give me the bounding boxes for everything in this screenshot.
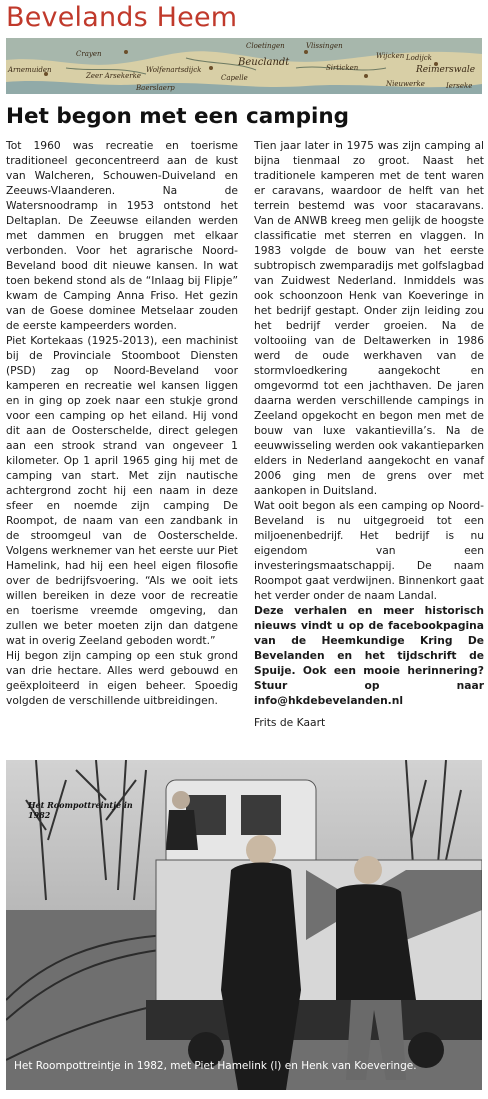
map-label: Vlissingen — [306, 42, 343, 50]
contact-notice: Deze verhalen en meer historisch nieuws vindt u op de facebookpagina van de Heemkundige Kring De Bevelanden en het tijdschrift de Spuije. Ook een mooie herinnering? Stuur op naar info@hkdebevelanden.nl — [254, 604, 484, 707]
map-label: Nieuwerke — [386, 80, 425, 88]
map-label: Wijcken — [376, 52, 405, 60]
masthead-title: Bevelands Heem — [6, 2, 238, 33]
paragraph: Hij begon zijn camping op een stuk grond van drie hectare. Alles werd gebouwd en geëxploiteerd in eigen beheer. Spoedig volgden de verschillende uitbreidingen. — [6, 649, 238, 707]
historic-photo — [6, 760, 482, 1090]
paragraph: Tien jaar later in 1975 was zijn camping al bijna tienmaal zo groot. Naast het traditionele kamperen met de tent waren er caravans, waardoor de helft van het terrein bestemd was voor stacaravans. Van de ANWB kreeg men gelijk de hoogste classificatie met sterren en vlaggen. In 1983 volgde de bouw van het eerste subtropisch zwemparadijs met golfslagbad van Zuidwest Nederland. Inmiddels was ook schoonzoon Henk van Koeveringe in het bedrijf gestapt. Onder zijn leiding zou het bedrijf verder groeien. Na de voltooiing van de Deltawerken in 1986 werd de oude werkhaven van de stormvloedkering aangekocht en omgevormd tot een jachthaven. De jaren daarna werden verschillende campings in Zeeland opgekocht en begon men met de bouw van luxe vakantievilla’s. Na de eeuwwisseling werden ook vakantieparken elders in Nederland aangekocht en vanaf 2006 ging men de grens over met aankopen in Duitsland. — [254, 139, 484, 497]
paragraph: Piet Kortekaas (1925-2013), een machinist bij de Provinciale Stoomboot Diensten (PSD) zag op Noord-Beveland voor kamperen en recreatie wel kansen liggen en in ging op zoek naar een stukje grond voor een camping op het eiland. Hij vond dit aan de Oosterschelde, direct gelegen aan een strook strand van ongeveer 1 kilometer. Op 1 april 1965 ging hij met de camping van start. Met zijn nautische achtergrond zocht hij een naam in deze sfeer en noemde zijn camping De Roompot, de naam van een zandbank in de stroomgeul van de Oosterschelde. Volgens werknemer van het eerste uur Piet Hamelink, had hij een heel eigen filosofie over de bedrijfsvoering. “Als we ooit iets willen bereiken in deze voor de recreatie en toerisme vreemde omgeving, dan zullen we beter moeten zijn dan datgene wat in overig Zeeland geboden wordt.” — [6, 334, 238, 647]
map-label: Arnemuiden — [8, 66, 52, 74]
photo-inset-text: Het Roompottreintje in 1982 — [28, 800, 133, 820]
map-label: Ierseke — [446, 82, 473, 90]
map-label: Capelle — [221, 74, 248, 82]
masthead — [0, 0, 488, 38]
map-label: Reimerswale — [416, 65, 476, 75]
map-label: Wolfenartsdijck — [146, 66, 202, 74]
map-label: Beuclandt — [238, 57, 290, 68]
right-column — [254, 138, 484, 730]
author-byline: Frits de Kaart — [254, 716, 326, 729]
paragraph: Wat ooit begon als een camping op Noord-Beveland is nu uitgegroeid tot een miljoenenbedrijf. Het bedrijf is nu eigendom van een investeringsmaatschappij. De naam Roompot gaat verdwijnen. Binnenkort gaat het verder onder de naam Landal. — [254, 499, 484, 602]
map-label: Crayen — [76, 50, 102, 58]
photo-caption: Het Roompottreintje in 1982, met Piet Hamelink (l) en Henk van Koeveringe. — [14, 1060, 417, 1072]
map-label: Cloetingen — [246, 42, 285, 50]
map-label: Baerslaerp — [136, 84, 175, 92]
map-label: Zeer Arsekerke — [86, 72, 141, 80]
article-headline: Het begon met een camping — [6, 104, 350, 129]
map-label: Sirticken — [326, 64, 359, 72]
old-map-illustration — [6, 38, 482, 94]
paragraph: Tot 1960 was recreatie en toerisme traditioneel geconcentreerd aan de kust van Walcheren, Schouwen-Duiveland en Zeeuws-Vlaanderen. Na de Watersnoodramp in 1953 ontstond het Deltaplan. De Zeeuwse eilanden werden met dammen en bruggen met elkaar verbonden. Voor het agrarische Noord-Beveland bood dit nieuwe kansen. In wat toen bekend stond als de “Inlaag bij Flipje” kwam de Camping Anna Friso. Het gezin van de Goese dominee Metselaar zouden de eerste kampeerders worden. — [6, 139, 238, 332]
left-column — [6, 138, 238, 708]
map-banner — [6, 38, 482, 94]
map-label: Lodijck — [406, 54, 432, 62]
